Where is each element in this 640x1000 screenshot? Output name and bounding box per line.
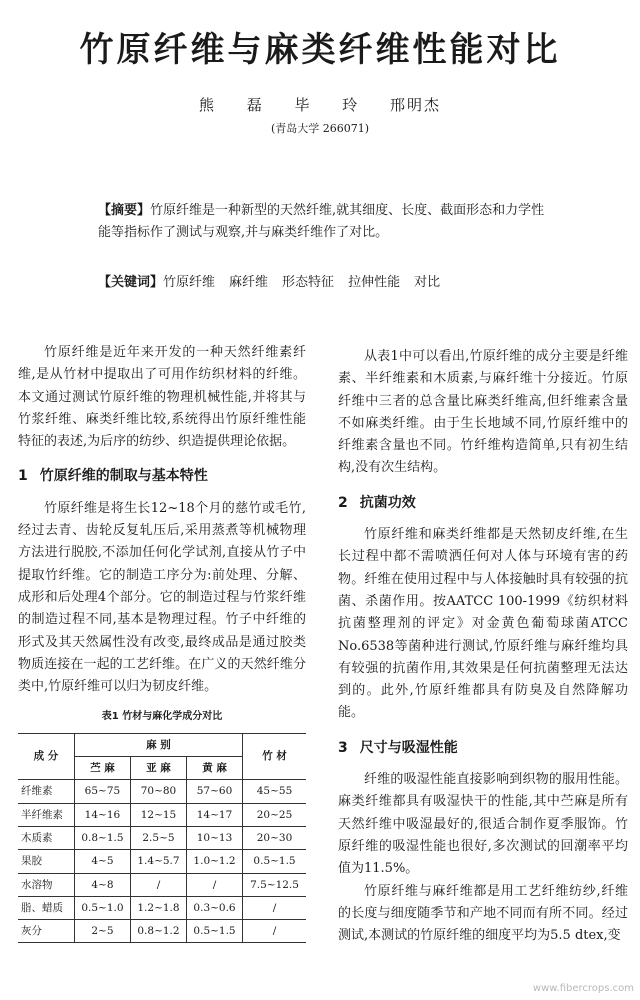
- keyword: 对比: [414, 275, 441, 290]
- section-number: 3: [338, 739, 348, 756]
- table-cell: 4~8: [74, 873, 130, 896]
- table-cell: 4~5: [74, 850, 130, 873]
- table-header-bamboo: 竹 材: [243, 733, 306, 780]
- table-cell: 70~80: [130, 780, 186, 803]
- table-subheader: 黄 麻: [187, 757, 243, 780]
- section-title: 尺寸与吸湿性能: [359, 739, 458, 756]
- section1-paragraph: 竹原纤维是将生长12~18个月的慈竹或毛竹,经过去青、齿轮反复轧压后,采用蒸煮等机械物理方法进行脱胶,不添加任何化学试剂,直接从竹子中提取竹纤维。它的制造工序分为:前处理、分解、成形和后处理4个部分。它的制造过程与竹浆纤维的制造过程不同,基本是物理过程。竹子中纤维的形式及其天然属性没有改变,最终成品是通过胶类物质连接在一起的工艺纤维。在广义的天然纤维分类中,竹原纤维可以归为韧皮纤维。: [18, 500, 306, 695]
- keywords-label: 【关键词】: [98, 275, 164, 290]
- section-heading: [338, 737, 628, 759]
- watermark: www.fibercrops.com: [532, 983, 634, 994]
- table-subheader: 苎 麻: [74, 757, 130, 780]
- keyword: 拉伸性能: [348, 275, 401, 290]
- keywords: [98, 272, 550, 294]
- abstract-label: 【摘要】: [98, 203, 151, 218]
- table-cell: 0.5~1.0: [74, 896, 130, 919]
- table-cell: 0.8~1.2: [130, 920, 186, 943]
- table-cell: /: [243, 920, 306, 943]
- table-row: [18, 873, 306, 896]
- table-cell: 45~55: [243, 780, 306, 803]
- table-cell: 65~75: [74, 780, 130, 803]
- section3-paragraph: 竹原纤维与麻纤维都是用工艺纤维纺纱,纤维的长度与细度随季节和产地不同而有所不同。经过测试,本测试的竹原纤维的细度平均为5.5 dtex,变: [338, 883, 628, 944]
- right-column: [338, 346, 628, 947]
- table-cell: /: [243, 896, 306, 919]
- table-row: [18, 780, 306, 803]
- table-cell: 1.0~1.2: [187, 850, 243, 873]
- page-title: 竹原纤维与麻类纤维性能对比: [79, 30, 561, 70]
- table-cell: 2.5~5: [130, 826, 186, 849]
- table-cell: 20~30: [243, 826, 306, 849]
- abstract: [98, 200, 550, 244]
- section-number: 1: [18, 468, 28, 485]
- table-cell: 12~15: [130, 803, 186, 826]
- table-header-group: 麻 别: [74, 733, 242, 756]
- table-row: [18, 896, 306, 919]
- table-cell: 20~25: [243, 803, 306, 826]
- table-row: [18, 826, 306, 849]
- table-row: [18, 920, 306, 943]
- table-cell: 半纤维素: [18, 803, 74, 826]
- table-cell: 0.3~0.6: [187, 896, 243, 919]
- table-discussion-paragraph: 从表1中可以看出,竹原纤维的成分主要是纤维素、半纤维素和木质素,与麻纤维十分接近。竹原纤维中三者的总含量比麻类纤维高,但纤维素含量不如麻类纤维。由于生长地域不同,竹原纤维中的纤维素含量也不同。竹纤维构造简单,只有初生结构,没有次生结构。: [338, 349, 628, 476]
- section-heading: [18, 465, 306, 487]
- table-cell: 2~5: [74, 920, 130, 943]
- section-title: 竹原纤维的制取与基本特性: [39, 468, 208, 485]
- table-cell: 0.5~1.5: [187, 920, 243, 943]
- table-row: [18, 850, 306, 873]
- section3-paragraph: 纤维的吸湿性能直接影响到织物的服用性能。麻类纤维都具有吸湿快干的性能,其中苎麻是所有天然纤维中吸湿最好的,很适合制作夏季服饰。竹原纤维的吸湿性能也很好,多次测试的回潮率平均值为11.5%。: [338, 772, 628, 877]
- table-cell: 14~17: [187, 803, 243, 826]
- table-cell: 10~13: [187, 826, 243, 849]
- intro-paragraph: 竹原纤维是近年来开发的一种天然纤维素纤维,是从竹材中提取出了可用作纺织材料的纤维。本文通过测试竹原纤维的物理机械性能,并将其与竹浆纤维、麻类纤维比较,系统得出竹原纤维性能特征的表述,为后序的纺纱、织造提供理论依据。: [18, 345, 306, 450]
- table-cell: 灰分: [18, 920, 74, 943]
- table-subheader: 亚 麻: [130, 757, 186, 780]
- section-title: 抗菌功效: [359, 494, 416, 511]
- table-cell: 纤维素: [18, 780, 74, 803]
- table-cell: 57~60: [187, 780, 243, 803]
- section-heading: [338, 492, 628, 514]
- section-number: 2: [338, 494, 348, 511]
- keyword: 竹原纤维: [163, 275, 216, 290]
- table-caption: 表1 竹材与麻化学成分对比: [101, 711, 223, 723]
- table-cell: 1.2~1.8: [130, 896, 186, 919]
- table-cell: 脂、蜡质: [18, 896, 74, 919]
- table-cell: /: [130, 873, 186, 896]
- table-cell: 0.8~1.5: [74, 826, 130, 849]
- table-cell: 0.5~1.5: [243, 850, 306, 873]
- table-cell: 7.5~12.5: [243, 873, 306, 896]
- table-cell: 14~16: [74, 803, 130, 826]
- table-row: [18, 803, 306, 826]
- table-cell: 木质素: [18, 826, 74, 849]
- table-cell: 果胶: [18, 850, 74, 873]
- affiliation: (青岛大学 266071): [270, 122, 370, 135]
- keyword: 麻纤维: [229, 275, 269, 290]
- table-cell: /: [187, 873, 243, 896]
- section2-paragraph: 竹原纤维和麻类纤维都是天然韧皮纤维,在生长过程中都不需喷洒任何对人体与环境有害的药物。纤维在使用过程中与人体接触时具有较强的抗菌、杀菌作用。按AATCC 100-1999《纺织材料抗菌整理剂的评定》对金黄色葡萄球菌ATCC No.6538等菌种进行测试,竹原纤维与麻纤维均具有较强的抗菌作用,其效果是任何抗菌整理无法达到的。此外,竹原纤维都具有防臭及自然降解功能。: [338, 527, 628, 721]
- table-cell: 水溶物: [18, 873, 74, 896]
- authors: 熊 磊 毕 玲 邢明杰: [198, 96, 442, 114]
- left-column: [18, 342, 306, 943]
- table-header-component: 成 分: [18, 733, 74, 780]
- keyword: 形态特征: [282, 275, 335, 290]
- composition-table: [18, 733, 306, 944]
- table-cell: 1.4~5.7: [130, 850, 186, 873]
- abstract-text: 竹原纤维是一种新型的天然纤维,就其细度、长度、截面形态和力学性能等指标作了测试与观察,并与麻类纤维作了对比。: [98, 203, 545, 240]
